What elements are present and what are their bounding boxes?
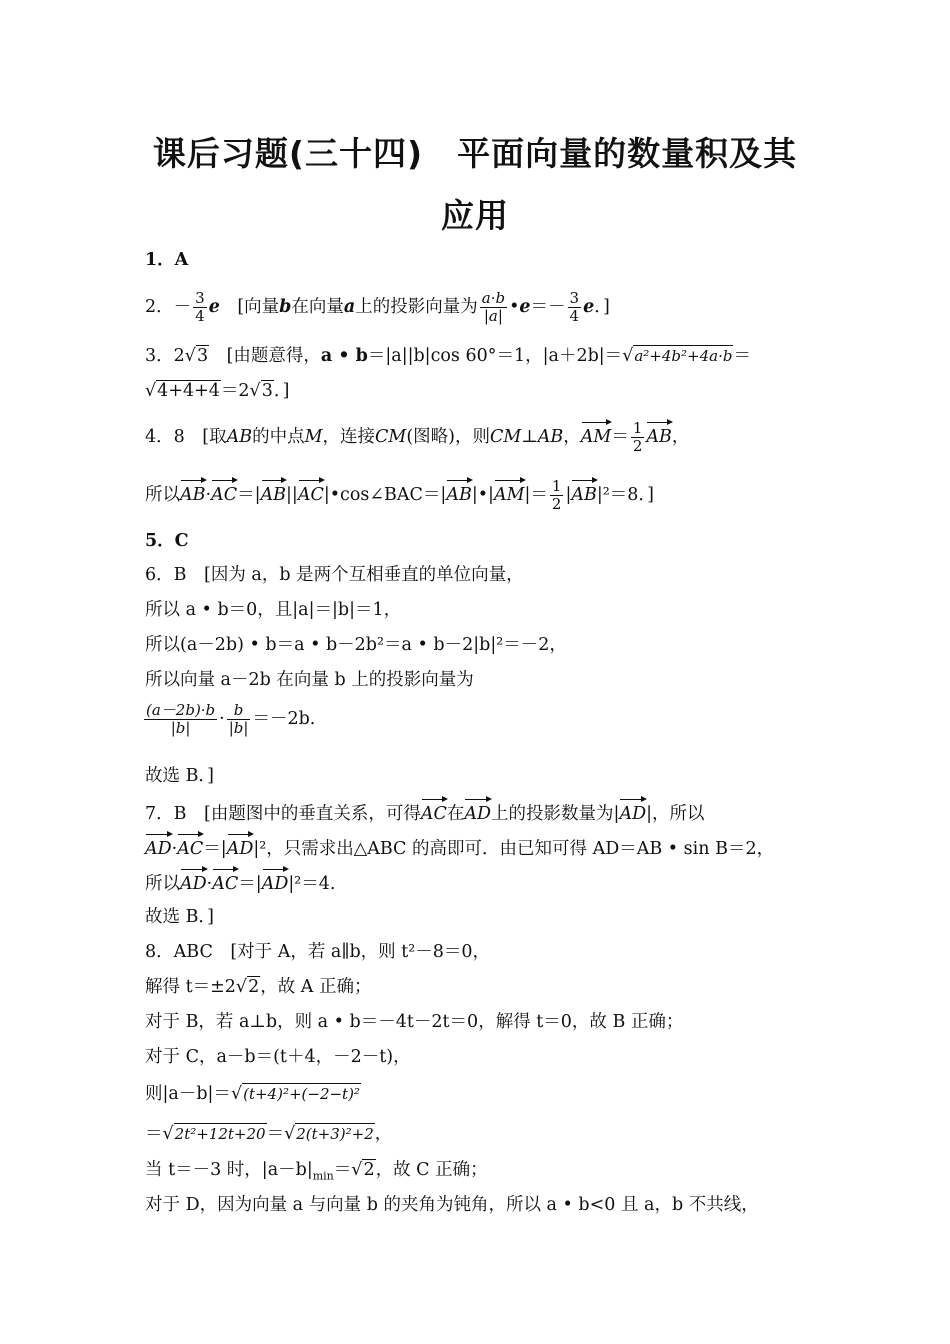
fraction: $\frac{1}{2}$	[632, 419, 643, 455]
fraction: $\frac{a\cdot b}{|a|}$	[481, 289, 506, 325]
answer-7-line-1: 7．B [由题图中的垂直关系，可得AC在AD上的投影数量为|AD|，所以	[145, 797, 815, 827]
page-title: 课后习题(三十四) 平面向量的数量积及其	[152, 134, 798, 173]
answer-8-line-4: 对于 C，a－b＝(t＋4，－2－t)，	[145, 1047, 411, 1067]
answer-3-line-1: 3．2√3 [由题意得，a • b＝|a||b|cos 60°＝1，|a＋2b|＝√a²+4b²+4a·b＝	[145, 346, 751, 366]
answer-8-line-7: 当 t＝－3 时，$|a-b|_{min}=√2$，故 C 正确；	[145, 1160, 488, 1183]
answer-4-line-2: 所以AB·AC＝|AB||AC|•cos∠BAC＝|AB|•|AM|＝ $\frac{1}{2}$ |AB|²＝8．]	[145, 477, 654, 513]
fraction: $\frac{(a-2b)\cdot b}{|b|}$	[146, 701, 216, 737]
answer-7-line-3: 所以AD·AC＝|AD|²＝4.	[145, 867, 815, 897]
answer-3-line-2: √4+4+4＝2√3．]	[145, 381, 290, 401]
answer-2: 2．－ $\frac{3}{4}$ e [向量b在向量a上的投影向量为 $\frac{a\cdot b}{|a|}$ •e＝－ $\frac{3}{4}$ e．]	[145, 289, 610, 325]
answer-8-line-3: 对于 B，若 a⊥b，则 a • b＝－4t－2t＝0，解得 t＝0，故 B 正确；	[145, 1012, 684, 1032]
answer-6-line-2: 所以 a • b＝0，且|a|＝|b|＝1，	[145, 600, 402, 620]
answer-8-line-6: ＝√2t²+12t+20＝√2(t+3)²+2，	[145, 1124, 393, 1144]
answer-8-line-2: 解得 t＝±2√2，故 A 正确；	[145, 977, 372, 997]
page-title-continued: 应用	[441, 196, 509, 235]
answer-8-line-8: 对于 D，因为向量 a 与向量 b 的夹角为钝角，所以 a • b<0 且 a，b 不共线，	[145, 1195, 759, 1215]
answer-7-line-4: 故选 B．]	[145, 907, 215, 927]
fraction: $\frac{b}{|b|}$	[228, 701, 249, 737]
answer-6-line-1: 6．B [因为 a，b 是两个互相垂直的单位向量，	[145, 565, 524, 585]
answer-8-line-5: 则|a－b|＝√(t+4)²+(−2−t)²	[145, 1084, 360, 1104]
fraction: $\frac{3}{4}$	[569, 289, 580, 325]
answer-5: 5．C	[145, 531, 189, 551]
answer-4-line-1: 4．8 [取AB的中点M，连接CM(图略)，则CM⊥AB，AM＝ $\frac{1}{2}$ AB，	[145, 419, 690, 455]
answer-7-line-2: AD·AC＝|AD|²，只需求出△ABC 的高即可．由已知可得 AD＝AB • sin B＝2，	[145, 832, 815, 862]
answer-6-line-6: 故选 B．]	[145, 766, 215, 786]
answer-8-line-1: 8．ABC [对于 A，若 a∥b，则 t²－8＝0，	[145, 942, 491, 962]
answer-6-line-5: $\frac{(a-2b)\cdot b}{|b|}$ · $\frac{b}{|b|}$ ＝－2b.	[146, 701, 316, 737]
answer-6-line-3: 所以(a－2b) • b＝a • b－2b²＝a • b－2|b|²＝－2，	[145, 635, 567, 655]
answer-1: 1．A	[145, 250, 189, 270]
fraction: $\frac{3}{4}$	[195, 289, 205, 325]
fraction: $\frac{1}{2}$	[551, 477, 562, 513]
answer-6-line-4: 所以向量 a－2b 在向量 b 上的投影向量为	[145, 670, 474, 690]
